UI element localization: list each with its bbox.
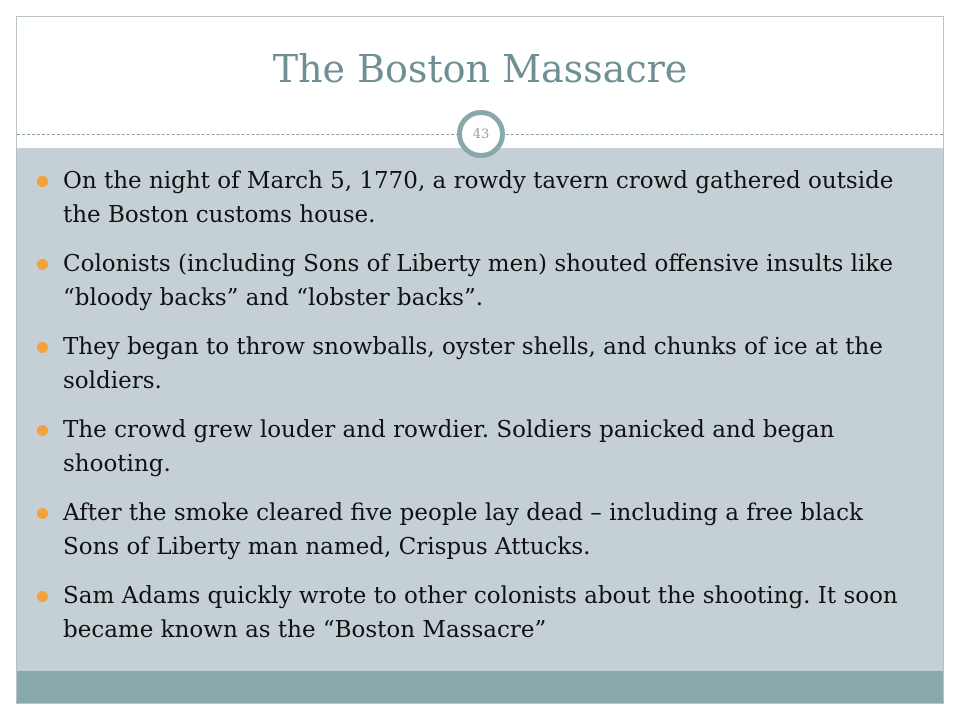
slide-number: 43 <box>472 126 490 142</box>
bullet-icon <box>37 425 48 436</box>
bullet-text: The crowd grew louder and rowdier. Soldiers panicked and began shooting. <box>63 417 835 477</box>
bullet-icon <box>37 176 48 187</box>
bullet-icon <box>37 508 48 519</box>
bullet-item <box>37 164 925 232</box>
bullet-item <box>37 496 925 564</box>
bullet-text: Colonists (including Sons of Liberty men) shouted offensive insults like “bloody backs” and “lobster backs”. <box>63 251 893 311</box>
slide-title: The Boston Massacre <box>272 47 688 91</box>
bullet-icon <box>37 591 48 602</box>
slide <box>16 16 944 704</box>
bullet-icon <box>37 342 48 353</box>
bullet-list <box>37 164 925 662</box>
bullet-text: After the smoke cleared five people lay dead – including a free black Sons of Liberty man named, Crispus Attucks. <box>63 500 863 560</box>
bullet-text: Sam Adams quickly wrote to other colonists about the shooting. It soon became known as the “Boston Massacre” <box>63 583 898 643</box>
bullet-text: They began to throw snowballs, oyster shells, and chunks of ice at the soldiers. <box>63 334 883 394</box>
bullet-item <box>37 330 925 398</box>
bullet-item <box>37 579 925 647</box>
slide-number-badge <box>457 110 505 158</box>
bullet-icon <box>37 259 48 270</box>
bullet-text: On the night of March 5, 1770, a rowdy tavern crowd gathered outside the Boston customs house. <box>63 168 894 228</box>
bullet-item <box>37 247 925 315</box>
bullet-item <box>37 413 925 481</box>
footer-bar <box>17 671 943 703</box>
